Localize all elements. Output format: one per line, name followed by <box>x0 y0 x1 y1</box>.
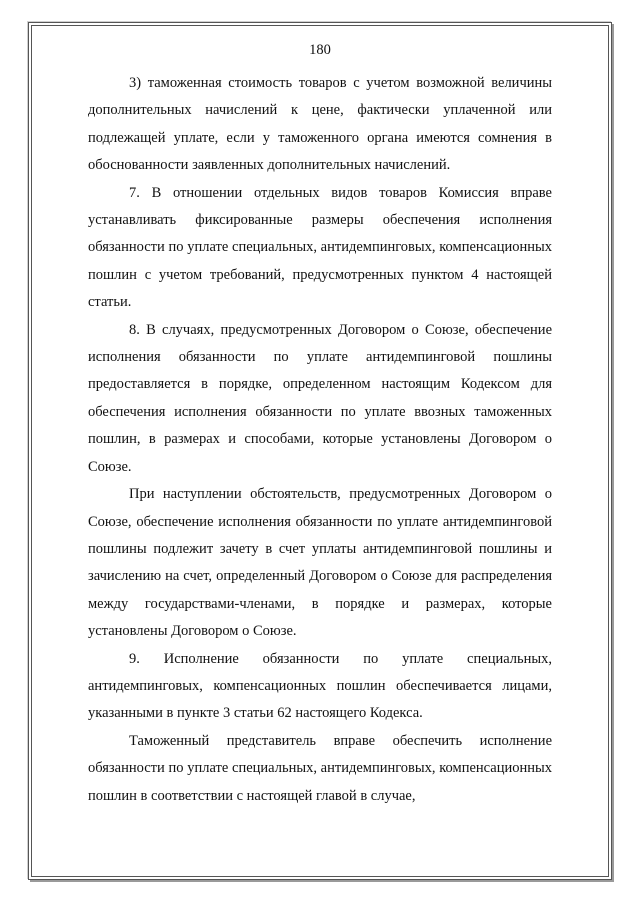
paragraph-offset-credit: При наступлении обстоятельств, предусмотренных Договором о Союзе, обеспечение исполнения обязанности по уплате антидемпинговой пошлины подлежит зачету в счет уплаты антидемпинговой пошлины и зачислению на счет, определенный Договором о Союзе для распределения между государствами-членами, в порядке и размерах, которые установлены Договором о Союзе. <box>88 486 552 640</box>
page-frame <box>28 22 612 880</box>
paragraph-9-performance: 9. Исполнение обязанности по уплате специальных, антидемпинговых, компенсационных пошлин обеспечивается лицами, указанными в пункте 3 статьи 62 настоящего Кодекса. <box>88 650 552 722</box>
page-number: 180 <box>309 42 331 58</box>
paragraph-customs-representative: Таможенный представитель вправе обеспечить исполнение обязанности по уплате специальных, антидемпинговых, компенсационных пошлин в соответствии с настоящей главой в случае, <box>88 732 552 804</box>
paragraph-3-customs-value: 3) таможенная стоимость товаров с учетом возможной величины дополнительных начислений к цене, фактически уплаченной или подлежащей уплате, если у таможенного органа имеются сомнения в обоснованности заявленных дополнительных начислений. <box>88 75 552 174</box>
paragraph-8-antidumping-security: 8. В случаях, предусмотренных Договором о Союзе, обеспечение исполнения обязанности по уплате антидемпинговой пошлины предоставляется в порядке, определенном настоящим Кодексом для обеспечения исполнения обязанности по уплате ввозных таможенных пошлин, в размерах и способами, которые установлены Договором о Союзе. <box>88 321 552 475</box>
page-content <box>88 40 552 810</box>
paragraph-7-fixed-security: 7. В отношении отдельных видов товаров Комиссия вправе устанавливать фиксированные размеры обеспечения исполнения обязанности по уплате специальных, антидемпинговых, компенсационных пошлин с учетом требований, предусмотренных пунктом 4 настоящей статьи. <box>88 184 552 311</box>
